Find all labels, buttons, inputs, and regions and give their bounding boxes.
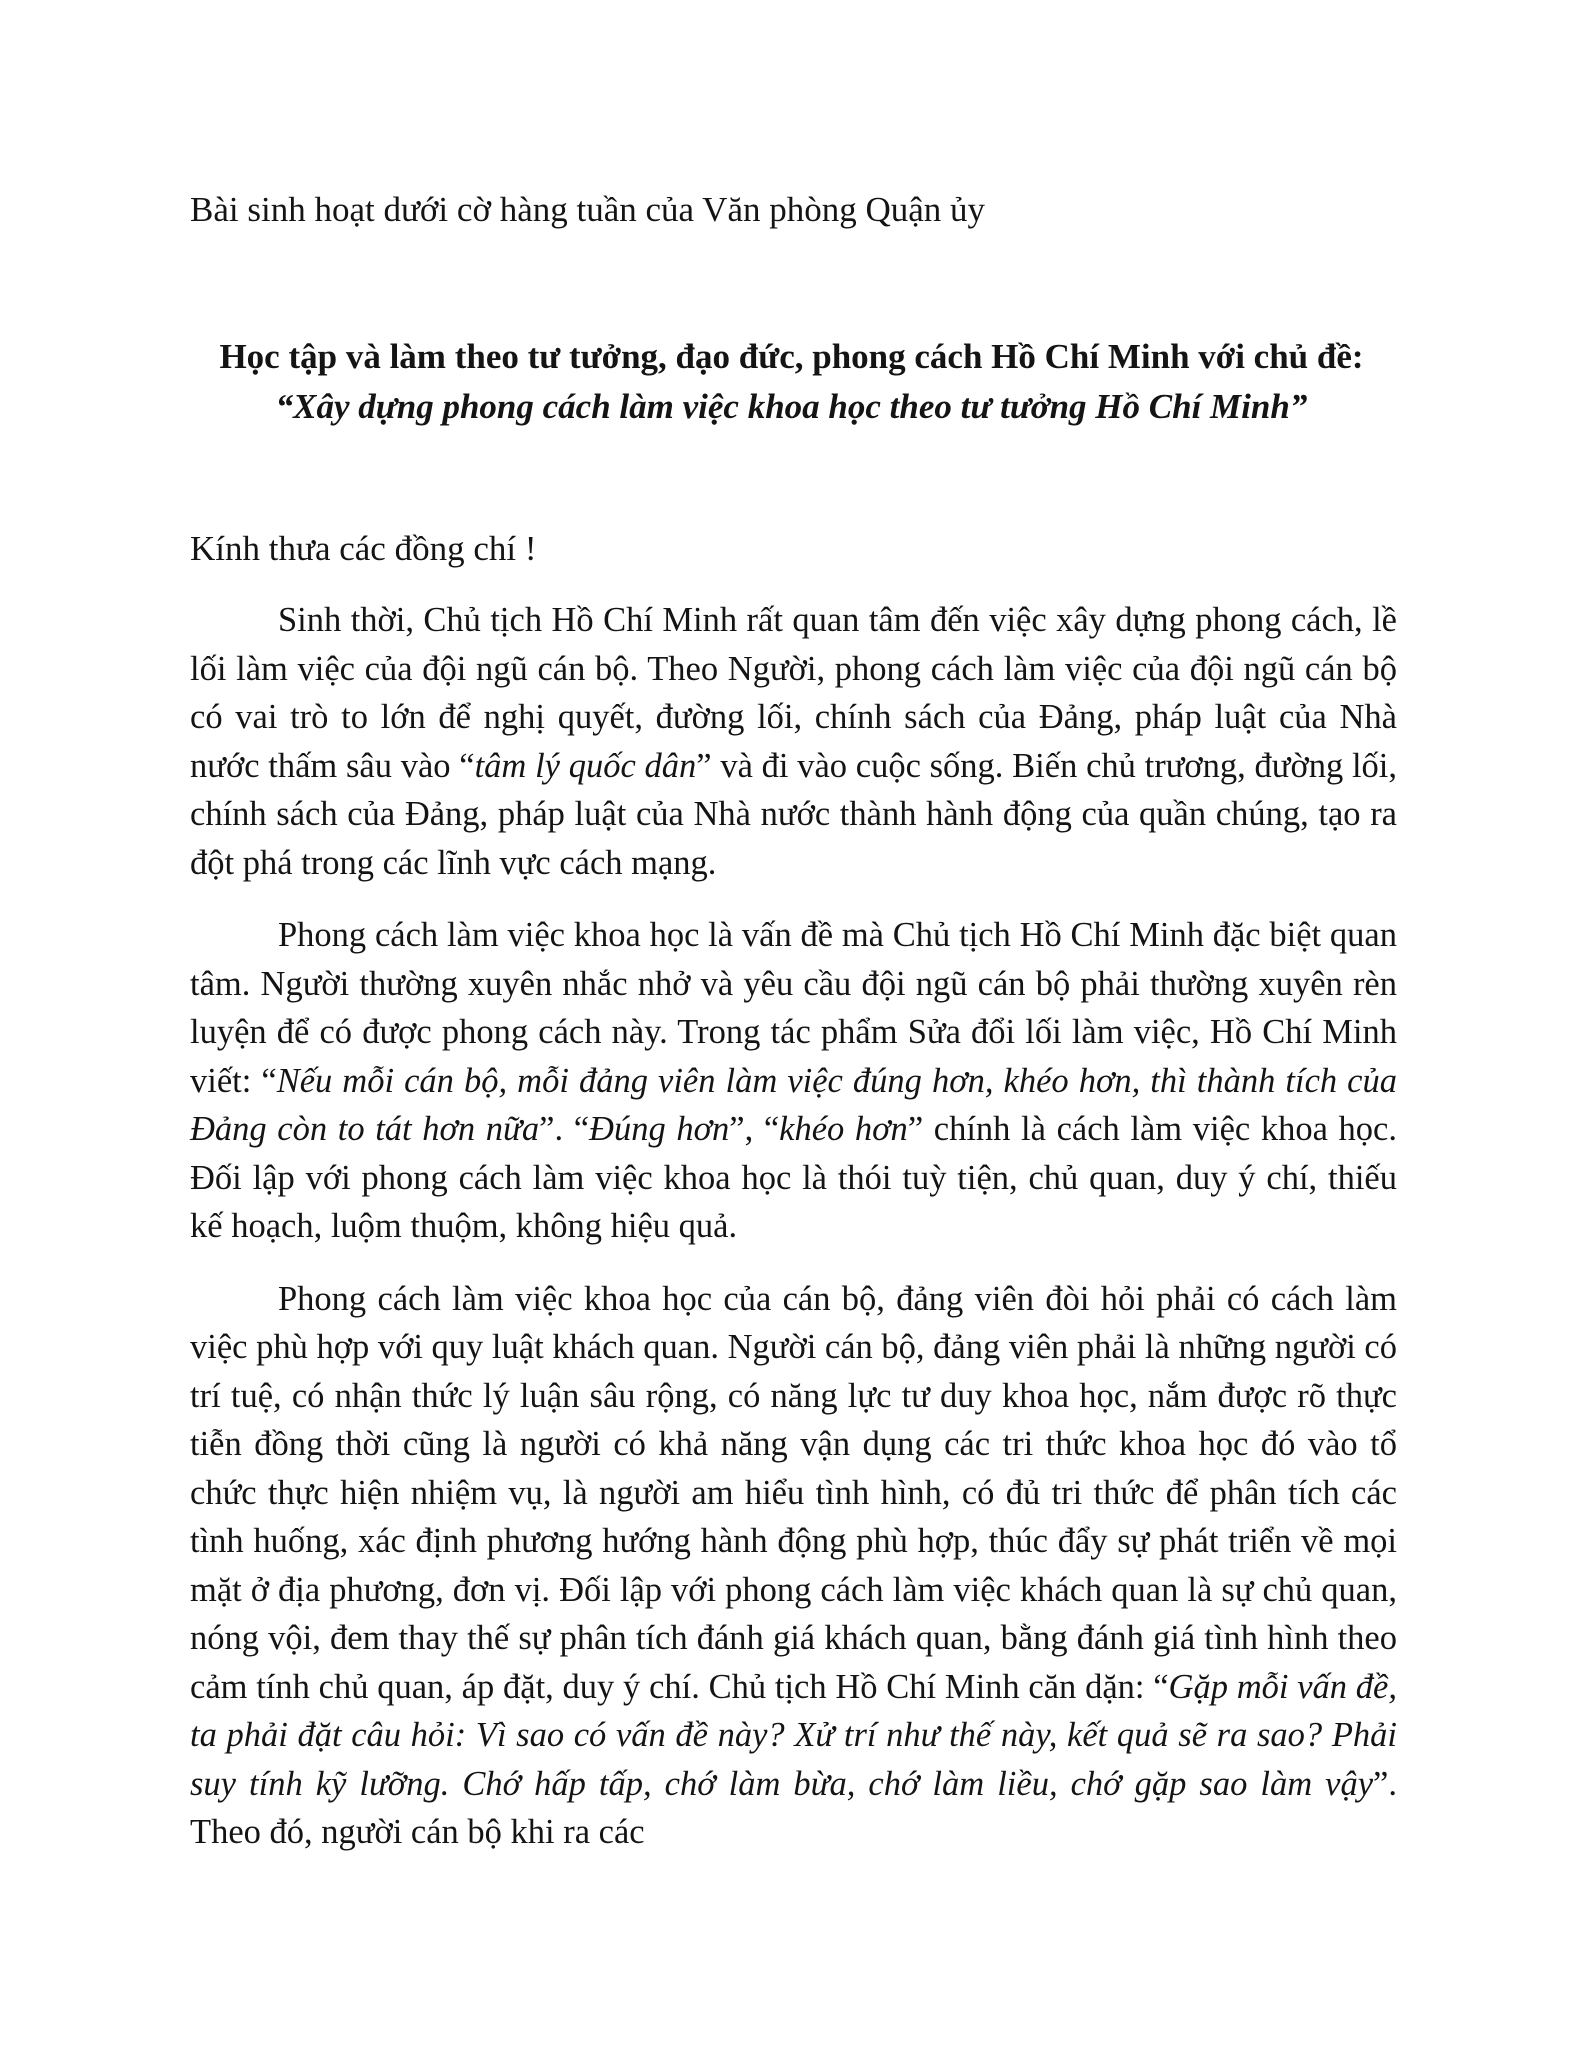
document-title	[150, 332, 1433, 432]
paragraph-1-text-a: Sinh thời, Chủ tịch Hồ Chí Minh rất quan tâm đến việc xây dựng phong cách, lề lối làm việc của đội ngũ cán bộ. Theo Người, phong cách làm việc của đội ngũ cán bộ có vai trò to lớn để nghị quyết, đường lối, chính sách của Đảng, pháp luật của Nhà nước thấm sâu vào “	[190, 601, 1397, 785]
paragraph-2-text-a: Phong cách làm việc khoa học là vấn đề mà Chủ tịch Hồ Chí Minh đặc biệt quan tâm. Người thường xuyên nhắc nhở và yêu cầu đội ngũ cán bộ phải thường xuyên rèn luyện để có được phong cách này. Trong tác phẩm Sửa đổi lối làm việc, Hồ Chí Minh viết: “	[190, 916, 1397, 1100]
salutation: Kính thưa các đồng chí !	[190, 529, 537, 568]
title-line-1: Học tập và làm theo tư tưởng, đạo đức, phong cách Hồ Chí Minh với chủ đề:	[219, 337, 1364, 376]
paragraph-3-text-a: Phong cách làm việc khoa học của cán bộ, đảng viên đòi hỏi phải có cách làm việc phù hợp với quy luật khách quan. Người cán bộ, đảng viên phải là những người có trí tuệ, có nhận thức lý luận sâu rộng, có năng lực tư duy khoa học, nắm được rõ thực tiễn đồng thời cũng là người có khả năng vận dụng các tri thức khoa học đó vào tổ chức thực hiện nhiệm vụ, là người am hiểu tình hình, có đủ tri thức để phân tích các tình huống, xác định phương hướng hành động phù hợp, thúc đẩy sự phát triển về mọi mặt ở địa phương, đơn vị. Đối lập với phong cách làm việc khách quan là sự chủ quan, nóng vội, đem thay thế sự phân tích đánh giá khách quan, bằng đánh giá tình hình theo cảm tính chủ quan, áp đặt, duy ý chí. Chủ tịch Hồ Chí Minh căn dặn: “	[190, 1279, 1397, 1706]
paragraph-2	[190, 911, 1397, 1251]
title-line-2-theme: “Xây dựng phong cách làm việc khoa học theo tư tưởng Hồ Chí Minh”	[275, 387, 1308, 426]
paragraph-1-quote: tâm lý quốc dân	[474, 746, 697, 785]
paragraph-1-text-b: ” và đi vào cuộc sống. Biến chủ trương, đường lối, chính sách của Đảng, pháp luật của Nhà nước thành hành động của quần chúng, tạo ra đột phá trong các lĩnh vực cách mạng.	[190, 746, 1397, 882]
paragraph-3-quote: Gặp mỗi vấn đề, ta phải đặt câu hỏi: Vì sao có vấn đề này? Xử trí như thế này, kết quả sẽ ra sao? Phải suy tính kỹ lưỡng. Chớ hấp tấp, chớ làm bừa, chớ làm liều, chớ gặp sao làm vậy	[190, 1667, 1397, 1803]
paragraph-3	[190, 1275, 1397, 1857]
paragraph-2-quote-3: khéo hơn	[779, 1110, 908, 1148]
paragraph-2-text-c: ”, “	[729, 1110, 780, 1148]
paragraph-2-text-d: ” chính là cách làm việc khoa học. Đối lập với phong cách làm việc khoa học là thói tuỳ tiện, chủ quan, duy ý chí, thiếu kế hoạch, luộm thuộm, không hiệu quả.	[190, 1110, 1397, 1245]
paragraph-2-quote-2: Đúng hơn	[589, 1110, 730, 1148]
paragraph-1	[190, 596, 1397, 887]
paragraph-2-text-b: ”. “	[539, 1110, 590, 1148]
paragraph-2-quote-1: Nếu mỗi cán bộ, mỗi đảng viên làm việc đúng hơn, khéo hơn, thì thành tích của Đảng còn to tát hơn nữa	[190, 1061, 1397, 1148]
paragraph-3-text-b: ”. Theo đó, người cán bộ khi ra các	[190, 1764, 1397, 1851]
body-text	[190, 596, 1397, 1857]
document-header: Bài sinh hoạt dưới cờ hàng tuần của Văn phòng Quận ủy	[190, 190, 986, 229]
